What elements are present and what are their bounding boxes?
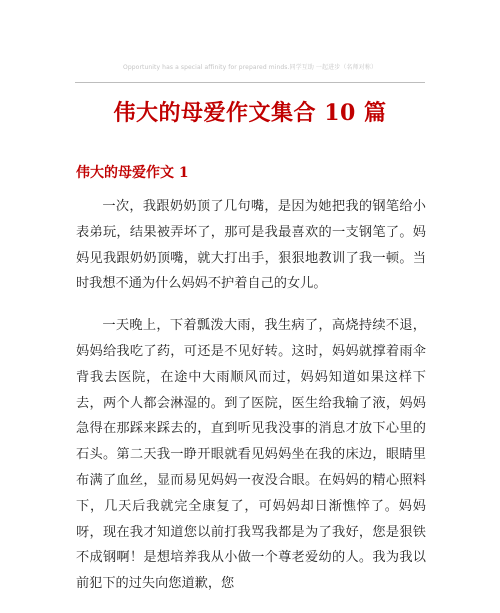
header-divider <box>75 82 425 83</box>
document-title: 伟大的母爱作文集合 10 篇 <box>113 100 387 126</box>
section-title: 伟大的母爱作文 1 <box>76 165 189 181</box>
paragraph: 一次，我跟奶奶顶了几句嘴，是因为她把我的钢笔给小表弟玩，结果被弄坏了，那可是我最喜欢的一支钢笔了。妈妈见我跟奶奶顶嘴，就大打出手，狠狠地教训了我一顿。当时我想不通为什么妈妈不护着自己的女儿。 <box>76 199 426 292</box>
paragraph: 一天晚上，下着瓢泼大雨，我生病了，高烧持续不退，妈妈给我吃了药，可还是不见好转。这时，妈妈就撑着雨伞背我去医院，在途中大雨顺风而过，妈妈知道如果这样下去，两个人都会淋湿的。到了医院，医生给我输了液，妈妈急得在那踩来踩去的，直到听见我没事的消息才放下心里的石头。第二天我一睁开眼就看见妈妈坐在我的床边，眼睛里布满了血丝，显而易见妈妈一夜没合眼。在妈妈的精心照料下，几天后我就完全康复了，可妈妈却日渐憔悴了。妈妈呀，现在我才知道您以前打我骂我都是为了我好，您是狠铁不成钢啊！是想培养我从小做一个尊老爱幼的人。我为我以前犯下的过失向您道歉，您 <box>76 318 426 592</box>
document-body <box>76 194 426 613</box>
page-header: Opportunity has a special affinity for prepared minds.同学互助 一起进步（名师对称） <box>123 64 377 71</box>
